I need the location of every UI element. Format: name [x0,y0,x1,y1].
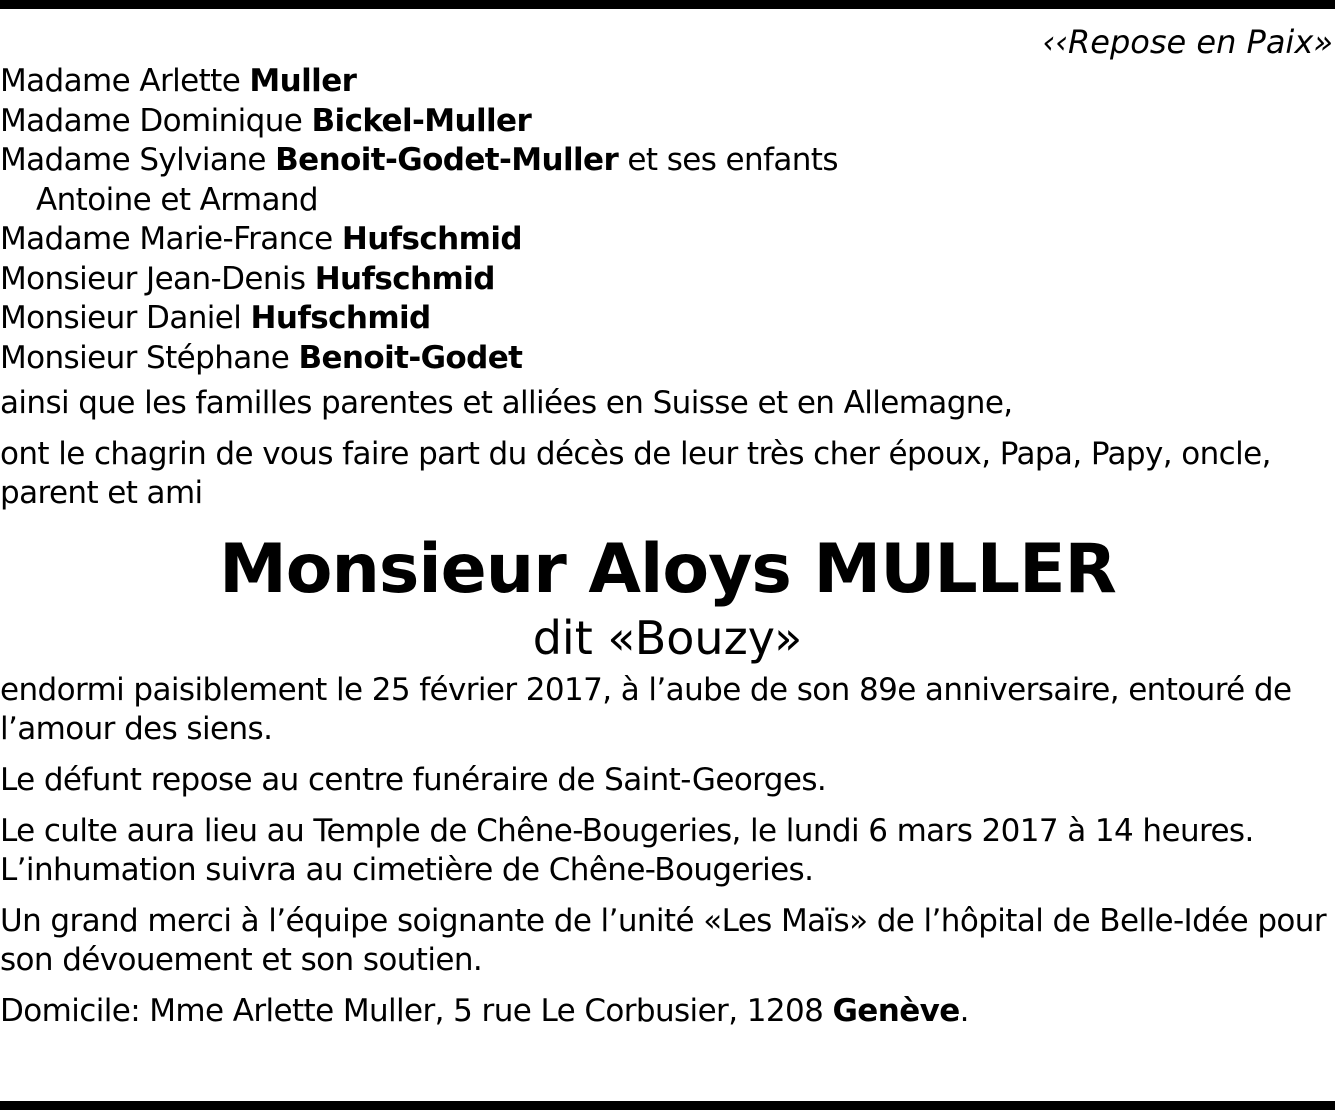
mourner-firstname: Monsieur Jean-Denis [0,260,315,297]
mourner-line [0,62,1335,102]
mourner-surname: Benoit-Godet-Muller [275,142,619,178]
mourner-line [0,141,1335,181]
mourner-suffix: et ses enfants [618,142,838,178]
service-text: Le culte aura lieu au Temple de Chêne-Bougeries, le lundi 6 mars 2017 à 14 heures. [0,813,1254,849]
domicile-line [0,992,1335,1031]
mourner-firstname: Monsieur Daniel [0,300,251,336]
mourner-children-line [0,181,1335,221]
thanks-text: Un grand merci à l’équipe soignante de l’unité «Les Maïs» de l’hôpital de Belle-Idée pour son dévouement et son soutien. [0,903,1326,978]
domicile-address: Domicile: Mme Arlette Muller, 5 rue Le Corbusier, 1208 [0,993,833,1029]
repose-text: Le défunt repose au centre funéraire de Saint-Georges. [0,762,827,798]
domicile-period: . [959,993,969,1029]
mourner-line [0,102,1335,142]
mourner-surname: Bickel-Muller [311,102,532,139]
top-rule [0,0,1335,9]
mourner-surname: Hufschmid [314,260,495,297]
obituary-notice [0,22,1335,1031]
repose-en-paix-quote: ‹‹Repose en Paix» [1042,23,1333,61]
bottom-rule [0,1101,1335,1110]
mourners-list [0,62,1335,378]
domicile-city: Genève [832,993,960,1029]
mourner-surname: Muller [249,63,357,99]
mourner-firstname: Madame Sylviane [0,142,276,178]
announcement-text: ont le chagrin de vous faire part du décès de leur très cher époux, Papa, Papy, oncle, parent et ami [0,436,1271,511]
mourner-surname: Hufschmid [341,221,522,257]
mourner-line [0,299,1335,339]
mourner-line [0,220,1335,260]
deceased-nickname: dit «Bouzy» [532,611,803,665]
mourner-line [0,339,1335,379]
mourner-surname: Hufschmid [250,300,431,336]
mourner-line [0,260,1335,300]
mourner-firstname: Madame Arlette [0,63,250,99]
mourner-surname: Benoit-Godet [298,339,523,376]
deceased-name: Monsieur Aloys MULLER [219,530,1116,609]
burial-text: L’inhumation suivra au cimetière de Chêne-Bougeries. [0,852,814,888]
mourner-firstname: Madame Marie-France [0,221,342,257]
mourner-firstname: Monsieur Stéphane [0,339,299,376]
families-text: ainsi que les familles parentes et alliées en Suisse et en Allemagne, [0,385,1013,421]
mourner-firstname: Madame Dominique [0,102,312,139]
passing-text: endormi paisiblement le 25 février 2017, à l’aube de son 89e anniversaire, entouré de l’amour des siens. [0,672,1292,747]
mourner-children: Antoine et Armand [36,181,318,218]
